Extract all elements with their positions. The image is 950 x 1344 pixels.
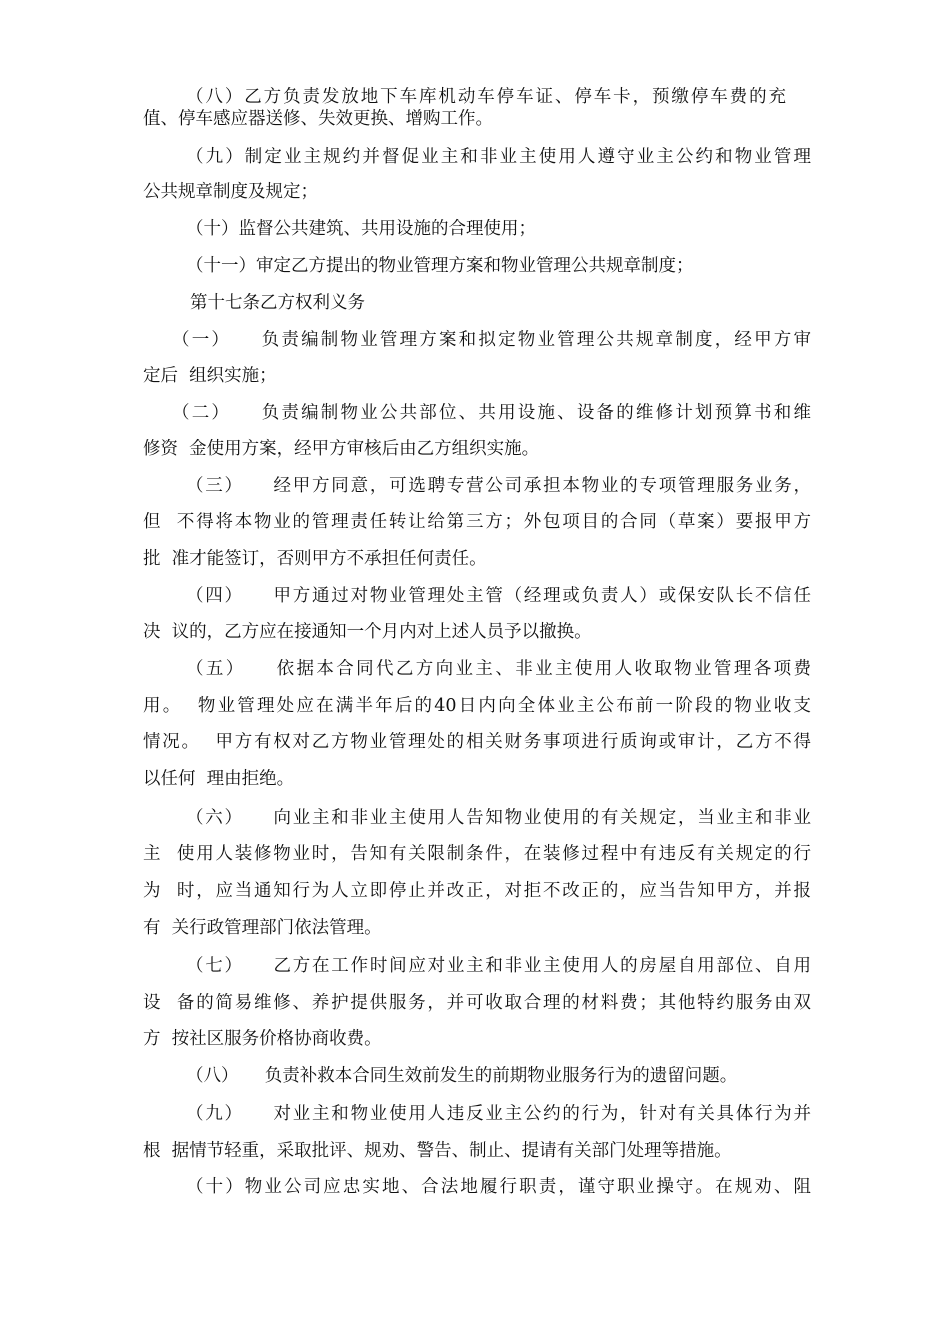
text-line: 批 准才能签订，否则甲方不承担任何责任。 [143,549,487,569]
text-line: （八） 负责补救本合同生效前发生的前期物业服务行为的遗留问题。 [186,1066,738,1086]
text-line: 设 备的简易维修、养护提供服务，并可收取合理的材料费；其他特约服务由双 [143,993,811,1013]
text-line: 方 按社区服务价格协商收费。 [143,1029,382,1049]
text-line: 为 时，应当通知行为人立即停止并改正，对拒不改正的，应当告知甲方，并报 [143,881,811,901]
text-line: 决 议的，乙方应在接通知一个月内对上述人员予以撤换。 [143,622,592,642]
text-line: 定后 组织实施； [143,366,277,386]
text-line: 但 不得将本物业的管理责任转让给第三方；外包项目的合同（草案）要报甲方 [143,512,811,532]
text-line: （七） 乙方在工作时间应对业主和非业主使用人的房屋自用部位、自用 [186,956,811,976]
text-line: 公共规章制度及规定； [143,182,318,202]
text-line: （三） 经甲方同意，可选聘专营公司承担本物业的专项管理服务业务， [186,476,811,496]
text-line: （九） 对业主和物业使用人违反业主公约的行为，针对有关具体行为并 [186,1104,811,1124]
text-line: （六） 向业主和非业主使用人告知物业使用的有关规定，当业主和非业 [186,808,811,828]
text-line: （一） 负责编制物业管理方案和拟定物业管理公共规章制度，经甲方审 [172,330,811,350]
text-line: 有 关行政管理部门依法管理。 [143,918,382,938]
text-line: （二） 负责编制物业公共部位、共用设施、设备的维修计划预算书和维 [172,403,811,423]
text-line: （五） 依据本合同代乙方向业主、非业主使用人收取物业管理各项费 [186,659,811,679]
text-line: （十）物业公司应忠实地、合法地履行职责，谨守职业操守。在规劝、阻 [186,1177,811,1197]
text-line: 用。 物业管理处应在满半年后的40日内向全体业主公布前一阶段的物业收支 [143,696,811,716]
text-line: （九）制定业主规约并督促业主和非业主使用人遵守业主公约和物业管理 [186,147,811,167]
text-line: （十一）审定乙方提出的物业管理方案和物业管理公共规章制度； [186,256,694,276]
section-heading: 第十七条乙方权利义务 [190,293,365,313]
text-line: 以任何 理由拒绝。 [143,769,295,789]
text-line: （八）乙方负责发放地下车库机动车停车证、停车卡，预缴停车费的充 [186,87,786,107]
text-line: （四） 甲方通过对物业管理处主管（经理或负责人）或保安队长不信任 [186,586,811,606]
text-line: 情况。 甲方有权对乙方物业管理处的相关财务事项进行质询或审计，乙方不得 [143,732,811,752]
text-line: 根 据情节轻重，采取批评、规劝、警告、制止、提请有关部门处理等措施。 [143,1141,732,1161]
text-line: 主 使用人装修物业时，告知有关限制条件，在装修过程中有违反有关规定的行 [143,844,811,864]
text-line: 修资 金使用方案，经甲方审核后由乙方组织实施。 [143,439,540,459]
text-line: 值、停车感应器送修、失效更换、增购工作。 [143,109,493,129]
text-line: （十）监督公共建筑、共用设施的合理使用； [186,219,536,239]
